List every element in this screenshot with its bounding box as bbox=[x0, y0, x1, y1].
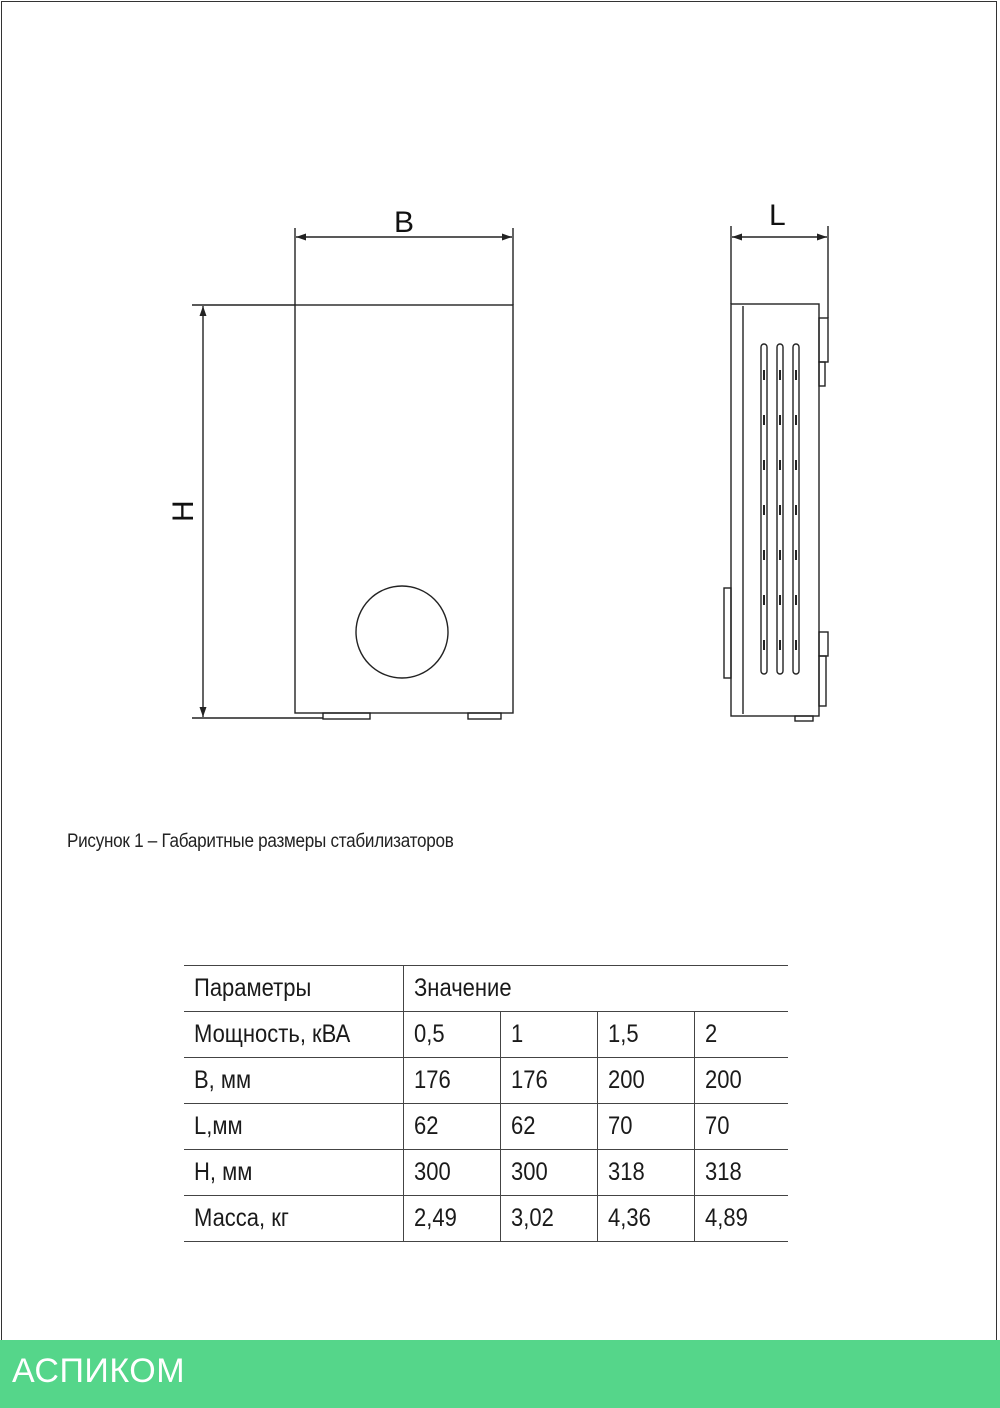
row-value: 62 bbox=[414, 1112, 439, 1140]
row-value: 1 bbox=[511, 1020, 524, 1048]
header-param-cell bbox=[184, 966, 404, 1012]
row-value: 300 bbox=[414, 1158, 451, 1186]
table-row bbox=[184, 1058, 788, 1104]
side-connector-top bbox=[819, 318, 828, 362]
table-row bbox=[184, 1150, 788, 1196]
height-label: H bbox=[167, 500, 200, 522]
parameters-table bbox=[184, 965, 788, 1242]
row-param: B, мм bbox=[194, 1066, 252, 1094]
row-value: 2 bbox=[705, 1020, 718, 1048]
side-connector-bottom bbox=[819, 632, 828, 656]
side-connector-low bbox=[819, 656, 826, 706]
row-value: 0,5 bbox=[414, 1020, 445, 1048]
row-value: 176 bbox=[414, 1066, 451, 1094]
row-value: 70 bbox=[608, 1112, 633, 1140]
table-row bbox=[184, 1012, 788, 1058]
table-row bbox=[184, 1104, 788, 1150]
row-value: 1,5 bbox=[608, 1020, 639, 1048]
side-view bbox=[724, 226, 828, 721]
front-foot-right bbox=[468, 713, 501, 719]
side-body bbox=[731, 304, 819, 716]
row-value: 300 bbox=[511, 1158, 548, 1186]
row-value: 62 bbox=[511, 1112, 536, 1140]
row-param: L,мм bbox=[194, 1112, 243, 1140]
row-value: 200 bbox=[705, 1066, 742, 1094]
brand-name: АСПИКОМ bbox=[12, 1352, 186, 1390]
header-param: Параметры bbox=[194, 974, 312, 1002]
row-value: 318 bbox=[608, 1158, 645, 1186]
side-foot bbox=[795, 716, 813, 721]
row-value: 3,02 bbox=[511, 1204, 554, 1232]
side-connector-mid bbox=[819, 362, 825, 386]
row-value: 2,49 bbox=[414, 1204, 457, 1232]
width-label: B bbox=[394, 206, 415, 239]
row-param: Мощность, кВА bbox=[194, 1020, 351, 1048]
header-value-cell bbox=[404, 966, 789, 1012]
table-row bbox=[184, 1196, 788, 1242]
row-value: 176 bbox=[511, 1066, 548, 1094]
row-value: 4,36 bbox=[608, 1204, 651, 1232]
row-value: 4,89 bbox=[705, 1204, 748, 1232]
side-back-tab bbox=[724, 588, 731, 678]
row-param: H, мм bbox=[194, 1158, 253, 1186]
table-header-row bbox=[184, 966, 788, 1012]
front-body bbox=[295, 305, 513, 713]
row-param: Масса, кг bbox=[194, 1204, 289, 1232]
header-value: Значение bbox=[414, 974, 512, 1002]
front-view bbox=[192, 228, 513, 719]
depth-label: L bbox=[769, 199, 786, 232]
row-value: 70 bbox=[705, 1112, 730, 1140]
front-foot-left bbox=[323, 713, 370, 719]
row-value: 200 bbox=[608, 1066, 645, 1094]
figure-caption: Рисунок 1 – Габаритные размеры стабилизаторов bbox=[67, 831, 454, 852]
row-value: 318 bbox=[705, 1158, 742, 1186]
footer-bar bbox=[0, 1340, 1000, 1408]
